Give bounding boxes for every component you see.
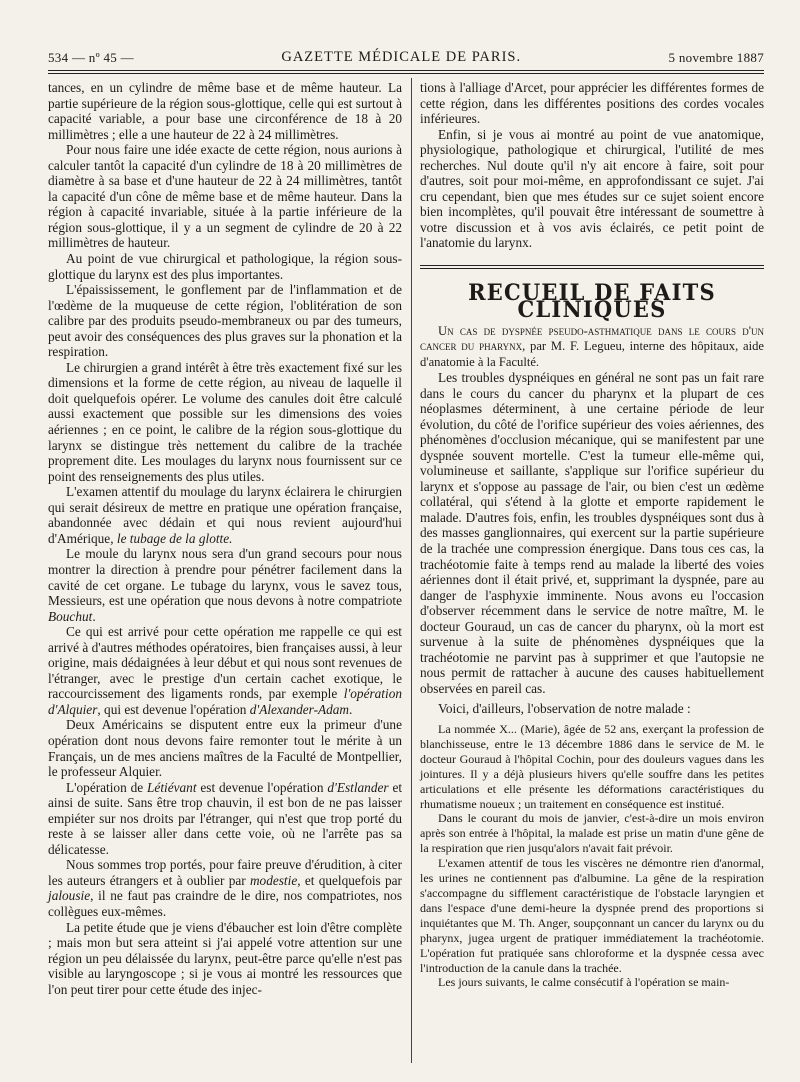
paragraph: Enfin, si je vous ai montré au point de vue anatomique, physiologique, pathologique et chirurgical, l'utilité de mes recherches. Nul doute qu'il n'y ait encore à faire, soit pour d'autres, soit pour moi-même, en approfondissant ce sujet. J'ai cru cependant, bien que mes études sur ce sujet soient encore bien incomplètes, qu'il pouvait être intéressant de soumettre à votre discussion et à vos avis éclairés, ce petit point de l'anatomie du larynx. (420, 126, 764, 251)
paragraph: Pour nous faire une idée exacte de cette région, nous aurions à calculer tantôt la capacité d'un cylindre de 18 à 20 millimètres de diamètre à sa base et d'une hauteur de 22 à 24 millimètres, tantôt la capacité d'un cône de même base et de même hauteur. Dans la région à capacité invariable, située à la partie inférieure de la région sous-glottique, il y a un segment de cylindre de 20 à 22 millimètres de hauteur. (48, 142, 402, 251)
text-run: est devenue l'opération (200, 779, 324, 795)
text-run: Nous sommes trop portés, pour faire preuve d'érudition, à citer les auteurs étrangers et à oublier par (48, 857, 402, 888)
italic-run: modestie (249, 872, 298, 888)
paragraph (48, 624, 402, 717)
journal-title: GAZETTE MÉDICALE DE PARIS. (281, 49, 522, 65)
header-rule (48, 70, 764, 74)
case-heading-smallcaps: Un cas de dyspnée pseudo-asthmatique dans le cours d'un cancer du pharynx, (420, 324, 764, 354)
section-rule (420, 265, 764, 269)
text-run: L'examen attentif du moulage du larynx éclairera le chirurgien qui serait désireux de mettre en pratique une opération française, abandonnée avec dédain et qui nous revient aujourd'hui d'Amérique, (48, 484, 402, 546)
paragraph: tances, en un cylindre de même base et de même hauteur. La partie supérieure de la région sous-glottique, celle qui est surtout à capacité variable, a pour base une circonférence de 18 à 20 millimètres ; elle a une hauteur de 22 à 24 millimètres. (48, 80, 402, 142)
paragraph (48, 546, 402, 624)
italic-run: Létiévant (147, 779, 197, 795)
text-run: et ainsi de suite. Sans être trop chauvin, il est bon de ne pas laisser empiéter sur nos droits par l'étranger, qui n'est que trop porté du reste à se laisser aller dans cette voie, où ne l'arrête pas sa délicatesse. (48, 779, 403, 857)
text-run: . (92, 608, 96, 624)
text-run: , qui est devenue l'opération (97, 701, 247, 717)
italic-run: le tubage de la glotte. (116, 530, 233, 546)
italic-run: Bouchut (48, 608, 93, 624)
observation-paragraph: Les jours suivants, le calme consécutif à l'opération se main- (438, 975, 730, 990)
paragraph: La petite étude que je viens d'ébaucher est loin d'être complète ; mais mon but sera atteint si j'ai appelé votre attention sur une région un peu délaissée du larynx, peut-être parce qu'elle n'est pas visible au laryngoscope ; si je vous ai montré les ressources que l'on peut tirer pour cette étude des injec- (48, 919, 402, 997)
left-column (48, 80, 402, 997)
case-heading-author: par M. F. Legueu, interne des hôpitaux, aide d'anatomie à la Faculté. (420, 339, 764, 369)
italic-run: d'Estlander (327, 779, 389, 795)
paragraph (48, 780, 402, 858)
running-head (48, 44, 764, 66)
text-run: Ce qui est arrivé pour cette opération me rappelle ce qui est arrivé à d'autres méthodes opératoires, bien françaises aussi, à leur origine, mais dédaignées à leur début et qui nous sont revenues de l'étranger, avec le prestige d'un certain cachet exotique, le raccourcissement des ligaments ronds, par exemple (48, 624, 402, 702)
paragraph (48, 484, 402, 546)
right-column (420, 80, 764, 990)
paragraph: Voici, d'ailleurs, l'observation de notre malade : (438, 701, 691, 717)
page-number: 534 — nº 45 — (48, 50, 134, 65)
issue-date: 5 novembre 1887 (668, 50, 764, 65)
observation-paragraph: La nommée X... (Marie), âgée de 52 ans, exerçant la profession de blanchisseuse, entre le 13 décembre 1886 dans le service de M. le docteur Gouraud à l'hôpital Cochin, pour des douleurs vagues dans les jointures. Il y a déjà plusieurs hivers qu'elle souffre dans les petites articulations et elle présente les déformations caractéristiques du rhumatisme noueux ; un traitement en conséquence est institué. (420, 722, 764, 811)
paragraph: Au point de vue chirurgical et pathologique, la région sous-glottique du larynx est des plus importantes. (48, 251, 402, 282)
text-run: Le moule du larynx nous sera d'un grand secours pour nous montrer la direction à prendre pour pénétrer facilement dans la cavité de cet organe. Le tubage du larynx, vous le savez tous, Messieurs, est une opération que nous devons à notre compatriote (48, 546, 402, 609)
italic-run: d'Alexander-Adam (249, 701, 350, 717)
paragraph: Le chirurgien a grand intérêt à être très exactement fixé sur les dimensions et la forme de cette région, au niveau de laquelle il doit quelquefois opérer. Le volume des canules doit être calculé aussi exactement que possible sur les dimensions des voies aériennes ; en ce point, le calibre de la région sous-glottique du larynx se distingue très nettement du calibre de la trachée proprement dite. Les moulages du larynx nous fournissent sur ce point des renseignements des plus utiles. (48, 359, 402, 484)
section-title: RECUEIL DE FAITS CLINIQUES (468, 278, 716, 322)
column-divider (411, 78, 412, 1063)
italic-run: l'opération d'Alquier (48, 686, 402, 717)
paragraph (48, 857, 402, 919)
paragraph: tions à l'alliage d'Arcet, pour apprécier les différentes formes de cette région, dans les différentes positions des cordes vocales inférieures. (420, 80, 764, 127)
text-run: , et quelquefois par (297, 872, 402, 888)
observation-paragraph: L'examen attentif de tous les viscères ne démontre rien d'anormal, les urines ne contiennent pas d'albumine. La gêne de la respiration s'accompagne du sifflement caractéristique de l'obstacle laryngien et dans l'espace d'une demi-heure la dyspnée prend des proportions si inquiétantes que M. Th. Anger, soupçonnant un cancer du larynx ou du pharynx, jugea urgent de pratiquer immédiatement la trachéotomie. L'opération fut pratiquée sans chloroforme et la dyspnée cessa avec l'introduction de la canule dans la trachée. (420, 856, 764, 975)
text-run: L'opération de (66, 779, 144, 795)
observation-paragraph: Dans le courant du mois de janvier, c'est-à-dire un mois environ après son entrée à l'hôpital, la malade est prise un matin d'une gêne de la respiration que rien jusqu'alors n'avait fait prévoir. (420, 811, 764, 856)
paragraph: Deux Américains se disputent entre eux la primeur d'une opération dont nous devons faire remonter tout le mérite à un Français, un de mes anciens maîtres de la Faculté de Montpellier, le professeur Alquier. (48, 717, 402, 780)
paragraph: Les troubles dyspnéiques en général ne sont pas un fait rare dans le cours du cancer du pharynx et la plupart de ces néoplasmes déterminent, à une certaine période de leur évolution, du côté de l'orifice supérieur des voies aériennes, des phénomènes d'occlusion mécanique, qui se manifestent par une dyspnée souvent mortelle. C'est la tumeur elle-même qui, volumineuse et saillante, s'applique sur l'orifice supérieur du larynx et s'oppose au passage de l'air, ou bien c'est un œdème collatéral, qui s'étend à la glotte et emporte rapidement le malade. D'autres fois, enfin, les troubles dyspnéiques sont dus à des masses ganglionnaires, qui exercent sur la partie supérieure de la trachée une compression énergique. Dans tous ces cas, la trachéotomie faite à temps rend au malade la liberté des voies aériennes dont il était privé, et, supprimant la dyspnée, pare au danger de l'asphyxie imminente. Nous avons eu l'occasion d'observer récemment dans le service de notre maître, M. le docteur Gouraud, un cas de cancer du pharynx, où la mort est survenue à la suite de phénomènes dyspnéiques que la trachéotomie ne parvint pas à supprimer et que l'autopsie ne nous permit de rattacher à aucune des causes habituellement observées en pareil cas. (420, 370, 764, 696)
text-run: . (349, 701, 353, 717)
italic-run: jalousie (48, 888, 91, 904)
case-heading (420, 324, 764, 370)
text-run: , il ne faut pas craindre de le dire, nos compatriotes, nos collègues eux-mêmes. (48, 888, 402, 919)
paragraph: L'épaississement, le gonflement par de l'inflammation et de l'œdème de la muqueuse de cette région, l'oblitération de son calibre par des produits pseudo-membraneux ou par des tumeurs, peut avoir des conséquences des plus graves sur la phonation et la respiration. (48, 282, 402, 360)
